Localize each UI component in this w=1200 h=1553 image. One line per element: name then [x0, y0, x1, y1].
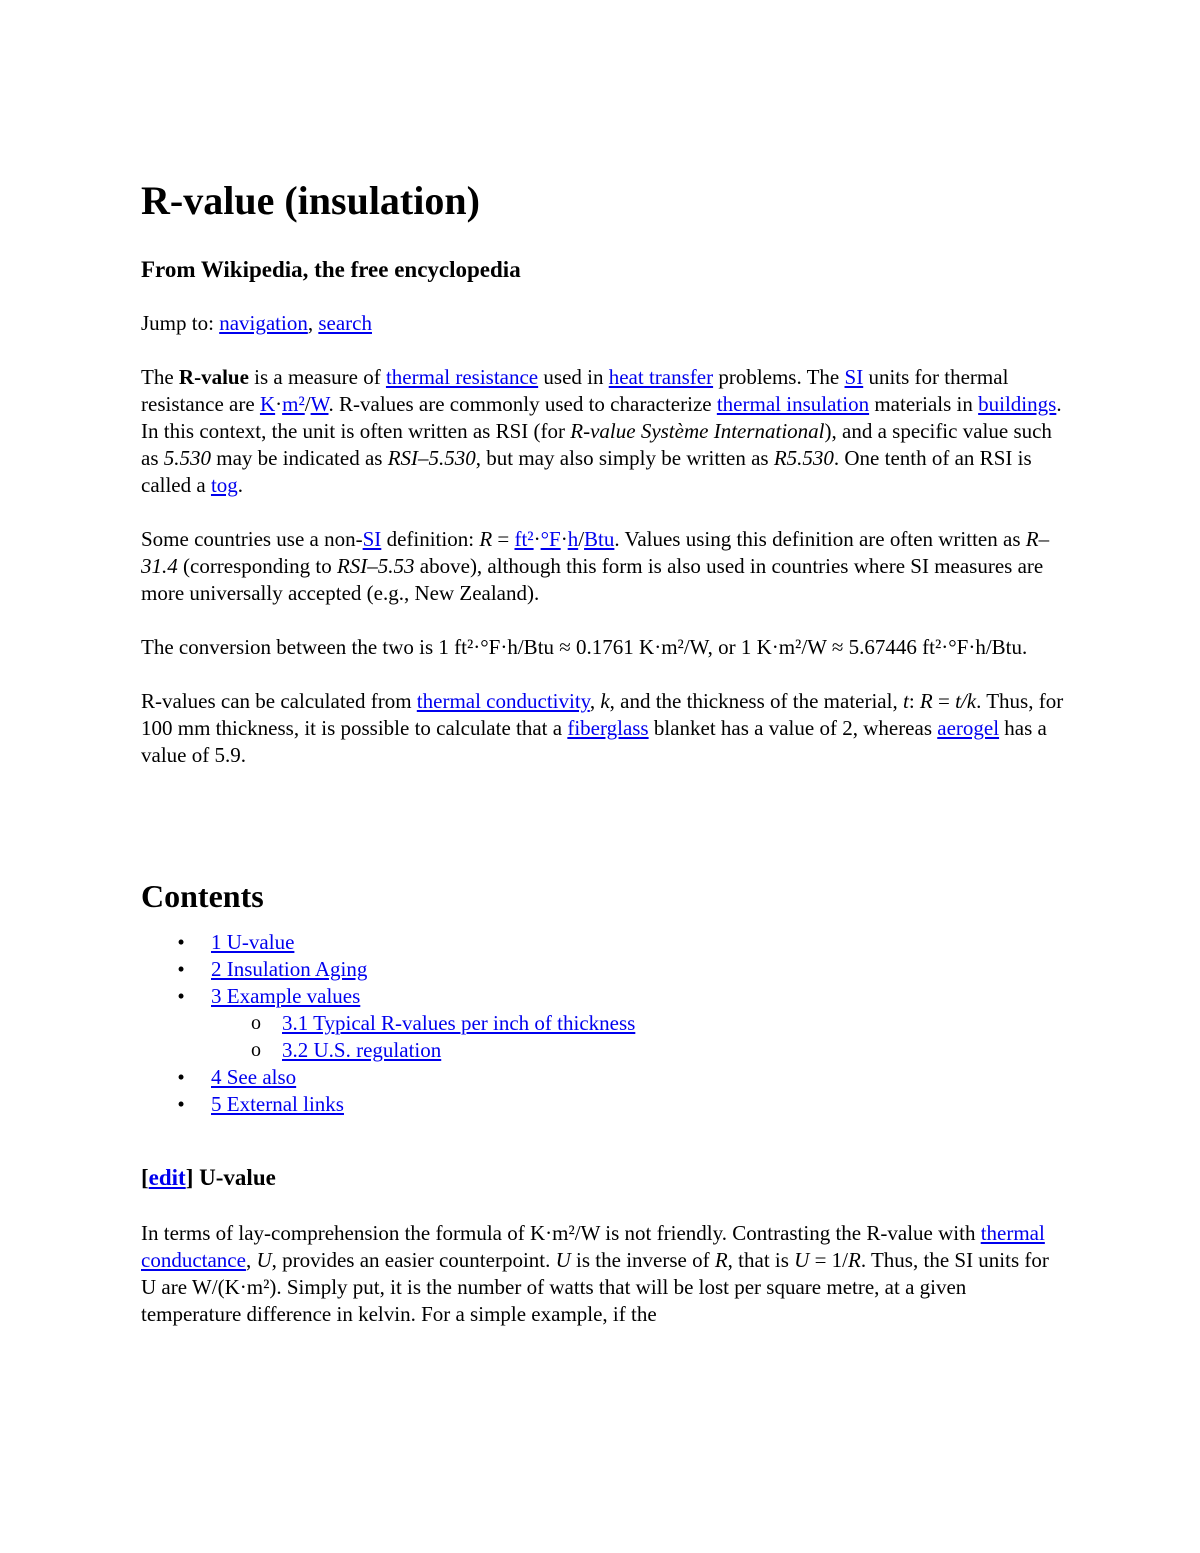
- toc-item: [177, 1064, 1066, 1091]
- non-si-paragraph: Some countries use a non-SI definition: R = ft²·°F·h/Btu. Values using this definition are often written as R–31.4 (corresponding to RSI–5.53 above), although this form is also used in countries where SI measures are more universally accepted (e.g., New Zealand).: [141, 527, 1050, 605]
- bullet-icon: •: [177, 1092, 185, 1116]
- toc-link-external-links[interactable]: 5 External links: [211, 1092, 344, 1116]
- calculation-paragraph: R-values can be calculated from thermal conductivity, k, and the thickness of the material, t: R = t/k. Thus, for 100 mm thickness, it is possible to calculate that a fiberglass blanket has a value of 2, whereas aerogel has a value of 5.9.: [141, 689, 1064, 767]
- bullet-icon: •: [177, 1065, 185, 1089]
- link-thermal-conductance[interactable]: thermal conductance: [141, 1221, 1045, 1272]
- bold-term: R-value: [178, 365, 249, 389]
- bullet-icon: •: [177, 930, 185, 954]
- circle-bullet-icon: o: [251, 1012, 261, 1034]
- link-btu[interactable]: Btu: [584, 527, 615, 551]
- link-tog[interactable]: tog: [210, 473, 238, 497]
- link-thermal-insulation[interactable]: thermal insulation: [716, 392, 870, 416]
- link-square-foot[interactable]: ft²: [514, 527, 534, 551]
- link-si[interactable]: SI: [844, 365, 864, 389]
- link-kelvin[interactable]: K: [259, 392, 276, 416]
- link-thermal-conductivity[interactable]: thermal conductivity: [416, 689, 590, 713]
- u-value-paragraph: In terms of lay-comprehension the formula of K·m²/W is not friendly. Contrasting the R-value with thermal conductance, U, provides an easier counterpoint. U is the inverse of R, that is U = 1/R. Thus, the SI units for U are W/(K·m²). Simply put, it is the number of watts that will be lost per square metre, at a given temperature difference in kelvin. For a simple example, if the: [141, 1221, 1049, 1326]
- toc-link-typical-r-values[interactable]: 3.1 Typical R-values per inch of thickness: [282, 1011, 636, 1035]
- toc-subitem: [251, 1037, 1066, 1064]
- search-link[interactable]: search: [318, 311, 372, 335]
- page-subtitle: From Wikipedia, the free encyclopedia: [141, 257, 521, 282]
- toc-subitem: [251, 1010, 1066, 1037]
- navigation-link[interactable]: navigation: [219, 311, 308, 335]
- bullet-icon: •: [177, 957, 185, 981]
- toc-link-u-value[interactable]: 1 U-value: [211, 930, 295, 954]
- article: [141, 178, 1066, 1355]
- link-hour[interactable]: h: [567, 527, 579, 551]
- page-title: R-value (insulation): [141, 178, 480, 223]
- bullet-icon: •: [177, 984, 185, 1008]
- toc-item: [177, 929, 1066, 956]
- toc-sublist: [211, 1010, 1066, 1064]
- edit-link[interactable]: edit: [148, 1165, 186, 1190]
- conversion-paragraph: The conversion between the two is 1 ft²·°F·h/Btu ≈ 0.1761 K·m²/W, or 1 K·m²/W ≈ 5.67446 ft²·°F·h/Btu.: [141, 635, 1028, 659]
- jump-separator: ,: [307, 311, 319, 335]
- link-thermal-resistance[interactable]: thermal resistance: [385, 365, 539, 389]
- link-buildings[interactable]: buildings: [978, 392, 1057, 416]
- jump-links: [141, 310, 1066, 337]
- toc-link-insulation-aging[interactable]: 2 Insulation Aging: [211, 957, 368, 981]
- intro-paragraph: The R-value is a measure of thermal resistance used in heat transfer problems. The SI units for thermal resistance are K·m²/W. R-values are commonly used to characterize thermal insulation materials in buildings. In this context, the unit is often written as RSI (for R-value Système International), and a specific value such as 5.530 may be indicated as RSI–5.530, but may also simply be written as R5.530. One tenth of an RSI is called a tog.: [141, 365, 1062, 497]
- jump-prefix: Jump to:: [141, 311, 220, 335]
- toc-link-example-values[interactable]: 3 Example values: [211, 984, 361, 1008]
- table-of-contents: [141, 929, 1066, 1118]
- link-watt[interactable]: W: [310, 392, 329, 416]
- toc-item: [177, 983, 1066, 1064]
- section-heading-u-value: [edit] U-value: [141, 1165, 276, 1190]
- link-si-2[interactable]: SI: [362, 527, 382, 551]
- contents-heading: Contents: [141, 878, 264, 914]
- toc-item: [177, 956, 1066, 983]
- link-square-metre[interactable]: m²: [282, 392, 305, 416]
- link-fahrenheit[interactable]: °F: [540, 527, 561, 551]
- toc-link-see-also[interactable]: 4 See also: [211, 1065, 297, 1089]
- link-aerogel[interactable]: aerogel: [937, 716, 1000, 740]
- link-heat-transfer[interactable]: heat transfer: [608, 365, 714, 389]
- toc-link-us-regulation[interactable]: 3.2 U.S. regulation: [282, 1038, 442, 1062]
- link-fiberglass[interactable]: fiberglass: [567, 716, 649, 740]
- toc-item: [177, 1091, 1066, 1118]
- circle-bullet-icon: o: [251, 1039, 261, 1061]
